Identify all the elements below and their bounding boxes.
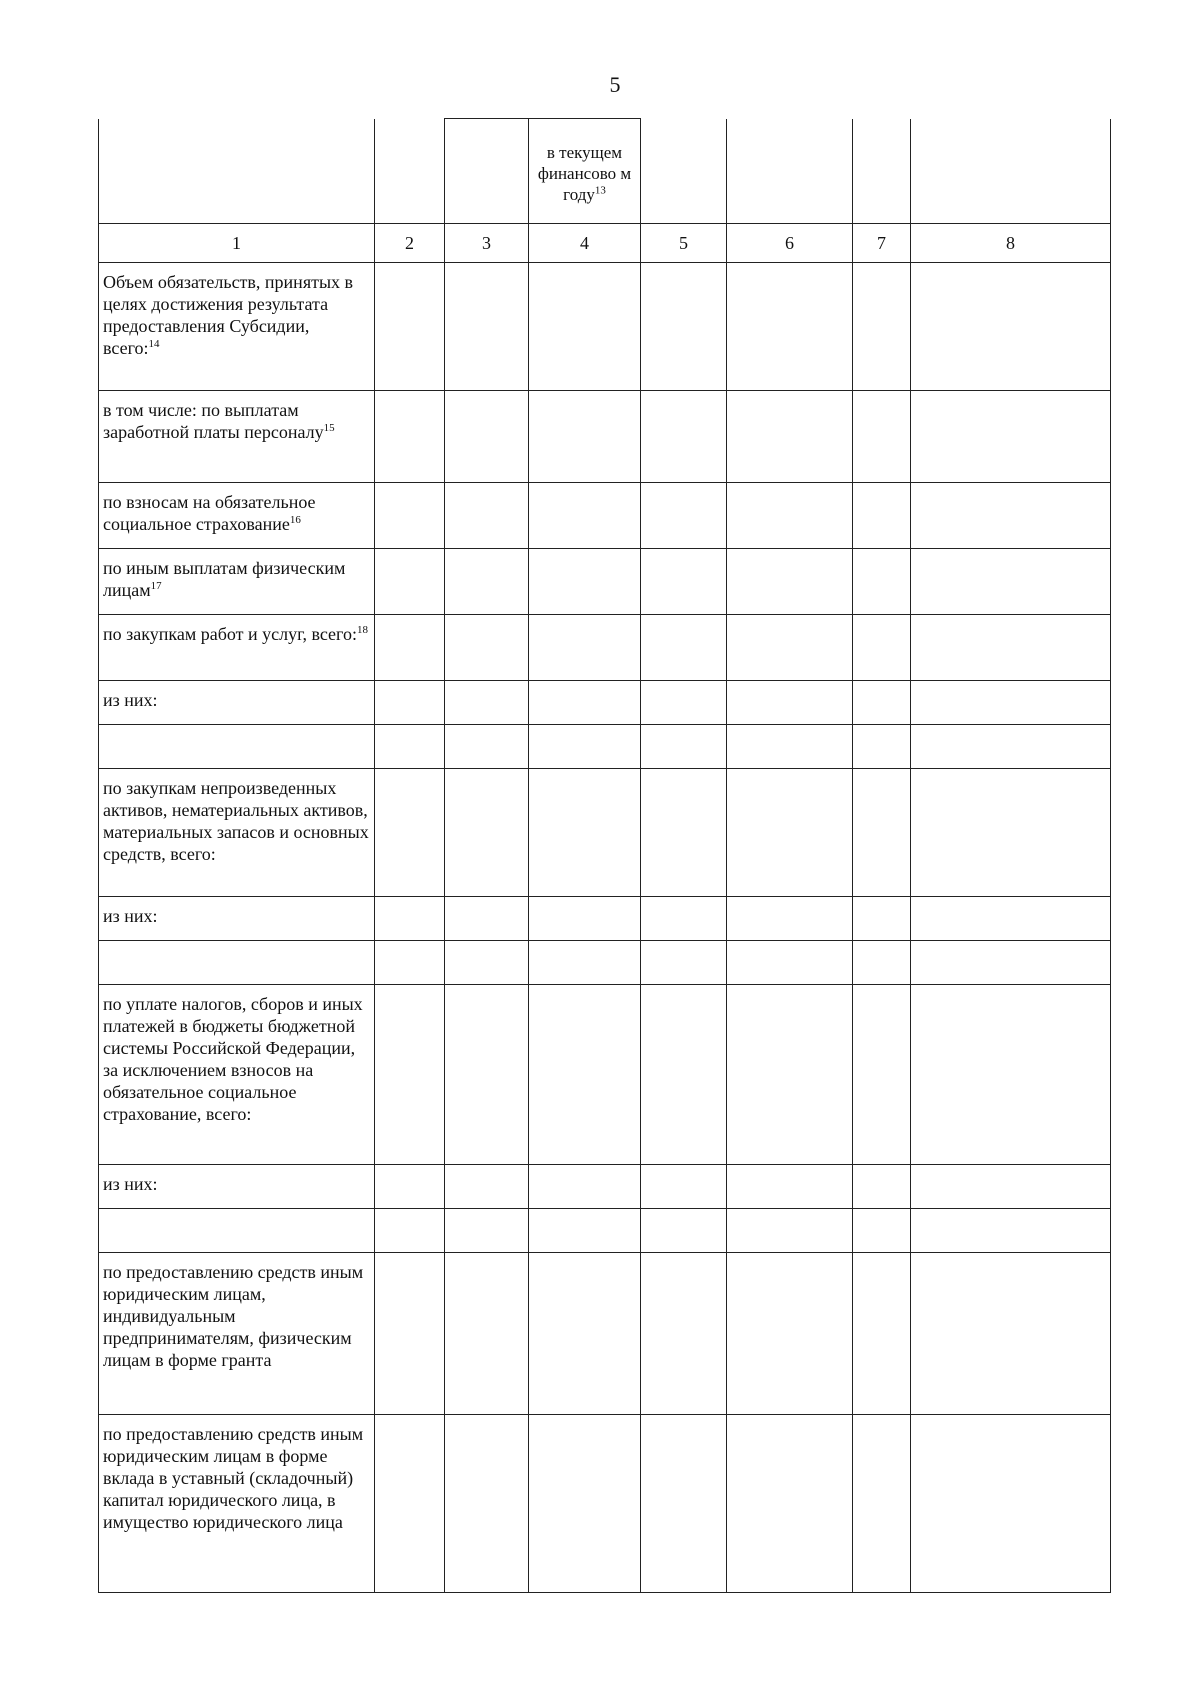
row-label-cell — [99, 941, 375, 985]
row-label-cell — [99, 985, 375, 1165]
value-cell[interactable] — [911, 549, 1111, 615]
column-number: 4 — [529, 224, 641, 263]
value-cell[interactable] — [445, 897, 529, 941]
value-cell[interactable] — [911, 897, 1111, 941]
value-cell[interactable] — [727, 615, 853, 681]
value-cell[interactable] — [853, 1209, 911, 1253]
table-row — [99, 615, 1111, 681]
value-cell[interactable] — [529, 897, 641, 941]
value-cell[interactable] — [727, 897, 853, 941]
row-footnote: 17 — [150, 580, 162, 592]
row-label: Объем обязательств, принятых в целях достижения результата предоставления Субсидии, всего: — [103, 272, 354, 358]
value-cell[interactable] — [375, 1209, 445, 1253]
value-cell[interactable] — [375, 1253, 445, 1415]
value-cell[interactable] — [641, 549, 727, 615]
value-cell[interactable] — [727, 391, 853, 483]
header-cell-2 — [375, 119, 445, 224]
header-current-year-footnote: 13 — [594, 183, 606, 196]
column-numbers-row — [99, 224, 1111, 263]
value-cell[interactable] — [641, 391, 727, 483]
row-label-cell — [99, 263, 375, 391]
value-cell[interactable] — [727, 1209, 853, 1253]
value-cell[interactable] — [853, 941, 911, 985]
row-label-cell — [99, 391, 375, 483]
value-cell[interactable] — [641, 985, 727, 1165]
row-label: по уплате налогов, сборов и иных платежей в бюджеты бюджетной системы Российской Федерации, за исключением взносов на обязательное социальное страхование, всего: — [103, 994, 363, 1124]
row-label: по закупкам работ и услуг, всего: — [103, 624, 357, 644]
row-label-cell — [99, 1253, 375, 1415]
table-row — [99, 549, 1111, 615]
value-cell[interactable] — [853, 263, 911, 391]
value-cell[interactable] — [853, 769, 911, 897]
value-cell[interactable] — [529, 985, 641, 1165]
value-cell[interactable] — [911, 681, 1111, 725]
page-number: 5 — [609, 72, 621, 97]
row-label-cell — [99, 1209, 375, 1253]
row-label: по иным выплатам физическим лицам — [103, 558, 346, 600]
value-cell[interactable] — [727, 549, 853, 615]
value-cell[interactable] — [375, 549, 445, 615]
value-cell[interactable] — [911, 391, 1111, 483]
column-number: 8 — [911, 224, 1111, 263]
value-cell[interactable] — [727, 1165, 853, 1209]
value-cell[interactable] — [911, 1209, 1111, 1253]
value-cell[interactable] — [445, 1209, 529, 1253]
header-cell-3 — [445, 119, 529, 224]
row-label: по предоставлению средств иным юридическим лицам, индивидуальным предпринимателям, физическим лицам в форме гранта — [103, 1262, 364, 1370]
value-cell[interactable] — [641, 725, 727, 769]
column-number: 7 — [853, 224, 911, 263]
value-cell[interactable] — [445, 769, 529, 897]
row-label: из них: — [103, 906, 158, 926]
value-cell[interactable] — [641, 1165, 727, 1209]
value-cell[interactable] — [911, 615, 1111, 681]
value-cell[interactable] — [727, 483, 853, 549]
value-cell[interactable] — [375, 615, 445, 681]
value-cell[interactable] — [727, 985, 853, 1165]
value-cell[interactable] — [641, 681, 727, 725]
value-cell[interactable] — [641, 769, 727, 897]
value-cell[interactable] — [853, 725, 911, 769]
table-row — [99, 941, 1111, 985]
value-cell[interactable] — [911, 263, 1111, 391]
value-cell[interactable] — [375, 769, 445, 897]
value-cell[interactable] — [529, 391, 641, 483]
value-cell[interactable] — [445, 725, 529, 769]
header-current-year-text: в текущем финансово м году — [537, 142, 632, 204]
value-cell[interactable] — [911, 985, 1111, 1165]
value-cell[interactable] — [529, 769, 641, 897]
value-cell[interactable] — [529, 1209, 641, 1253]
table-row — [99, 391, 1111, 483]
value-cell[interactable] — [727, 941, 853, 985]
value-cell[interactable] — [445, 985, 529, 1165]
value-cell[interactable] — [911, 1253, 1111, 1415]
value-cell[interactable] — [911, 483, 1111, 549]
row-label-cell — [99, 681, 375, 725]
value-cell[interactable] — [375, 985, 445, 1165]
value-cell[interactable] — [445, 681, 529, 725]
table-row — [99, 263, 1111, 391]
column-number: 1 — [99, 224, 375, 263]
value-cell[interactable] — [853, 1415, 911, 1593]
value-cell[interactable] — [727, 1253, 853, 1415]
value-cell[interactable] — [375, 263, 445, 391]
table-row — [99, 1165, 1111, 1209]
row-label-cell — [99, 769, 375, 897]
value-cell[interactable] — [529, 1165, 641, 1209]
value-cell[interactable] — [641, 1253, 727, 1415]
table-row — [99, 1209, 1111, 1253]
value-cell[interactable] — [853, 615, 911, 681]
value-cell[interactable] — [727, 725, 853, 769]
header-cell-8 — [911, 119, 1111, 224]
obligations-table-wrapper — [98, 118, 1110, 1593]
value-cell[interactable] — [445, 263, 529, 391]
value-cell[interactable] — [727, 263, 853, 391]
value-cell[interactable] — [529, 725, 641, 769]
row-label-cell — [99, 483, 375, 549]
header-cell-1 — [99, 119, 375, 224]
header-cell-7 — [853, 119, 911, 224]
value-cell[interactable] — [375, 1415, 445, 1593]
table-row — [99, 1415, 1111, 1593]
value-cell[interactable] — [727, 769, 853, 897]
value-cell[interactable] — [911, 1165, 1111, 1209]
row-footnote: 14 — [148, 338, 160, 350]
value-cell[interactable] — [445, 549, 529, 615]
value-cell[interactable] — [375, 1165, 445, 1209]
row-footnote: 16 — [289, 514, 301, 526]
value-cell[interactable] — [375, 725, 445, 769]
value-cell[interactable] — [911, 941, 1111, 985]
value-cell[interactable] — [727, 1415, 853, 1593]
column-number: 3 — [445, 224, 529, 263]
value-cell[interactable] — [529, 549, 641, 615]
column-number: 5 — [641, 224, 727, 263]
value-cell[interactable] — [529, 1253, 641, 1415]
value-cell[interactable] — [445, 1165, 529, 1209]
value-cell[interactable] — [727, 681, 853, 725]
header-cell-5 — [641, 119, 727, 224]
row-label-cell — [99, 1165, 375, 1209]
value-cell[interactable] — [375, 391, 445, 483]
value-cell[interactable] — [375, 681, 445, 725]
value-cell[interactable] — [529, 681, 641, 725]
value-cell[interactable] — [529, 941, 641, 985]
row-label-cell — [99, 1415, 375, 1593]
value-cell[interactable] — [641, 897, 727, 941]
value-cell[interactable] — [911, 769, 1111, 897]
value-cell[interactable] — [853, 985, 911, 1165]
table-row — [99, 681, 1111, 725]
value-cell[interactable] — [641, 1415, 727, 1593]
row-label: по взносам на обязательное социальное страхование — [103, 492, 316, 534]
value-cell[interactable] — [641, 615, 727, 681]
value-cell[interactable] — [641, 263, 727, 391]
value-cell[interactable] — [641, 483, 727, 549]
column-number: 2 — [375, 224, 445, 263]
value-cell[interactable] — [445, 941, 529, 985]
table-row — [99, 897, 1111, 941]
table-row — [99, 1253, 1111, 1415]
value-cell[interactable] — [911, 725, 1111, 769]
value-cell[interactable] — [853, 681, 911, 725]
row-footnote: 15 — [323, 422, 335, 434]
value-cell[interactable] — [375, 897, 445, 941]
value-cell[interactable] — [853, 549, 911, 615]
row-label-cell — [99, 725, 375, 769]
obligations-table — [98, 118, 1111, 1593]
value-cell[interactable] — [445, 391, 529, 483]
value-cell[interactable] — [529, 615, 641, 681]
value-cell[interactable] — [529, 1415, 641, 1593]
row-label: по предоставлению средств иным юридическим лицам в форме вклада в уставный (складочный) капитал юридического лица, в имущество юридического лица — [103, 1424, 364, 1532]
value-cell[interactable] — [529, 263, 641, 391]
value-cell[interactable] — [853, 1165, 911, 1209]
value-cell[interactable] — [445, 1253, 529, 1415]
value-cell[interactable] — [853, 391, 911, 483]
table-row — [99, 985, 1111, 1165]
value-cell[interactable] — [853, 1253, 911, 1415]
value-cell[interactable] — [445, 483, 529, 549]
value-cell[interactable] — [911, 1415, 1111, 1593]
row-label-cell — [99, 897, 375, 941]
value-cell[interactable] — [375, 483, 445, 549]
table-row — [99, 769, 1111, 897]
table-row — [99, 725, 1111, 769]
value-cell[interactable] — [641, 941, 727, 985]
row-label: из них: — [103, 690, 158, 710]
row-footnote: 18 — [356, 624, 368, 636]
value-cell[interactable] — [853, 897, 911, 941]
row-label: по закупкам непроизведенных активов, нематериальных активов, материальных запасов и основных средств, всего: — [103, 778, 369, 864]
table-row — [99, 483, 1111, 549]
value-cell[interactable] — [445, 615, 529, 681]
row-label-cell — [99, 615, 375, 681]
header-row — [99, 119, 1111, 224]
value-cell[interactable] — [445, 1415, 529, 1593]
column-number: 6 — [727, 224, 853, 263]
row-label-cell — [99, 549, 375, 615]
header-cell-current-year — [529, 119, 641, 224]
row-label: из них: — [103, 1174, 158, 1194]
row-label: в том числе: по выплатам заработной платы персоналу — [103, 400, 324, 442]
value-cell[interactable] — [529, 483, 641, 549]
value-cell[interactable] — [853, 483, 911, 549]
value-cell[interactable] — [375, 941, 445, 985]
value-cell[interactable] — [641, 1209, 727, 1253]
header-cell-6 — [727, 119, 853, 224]
